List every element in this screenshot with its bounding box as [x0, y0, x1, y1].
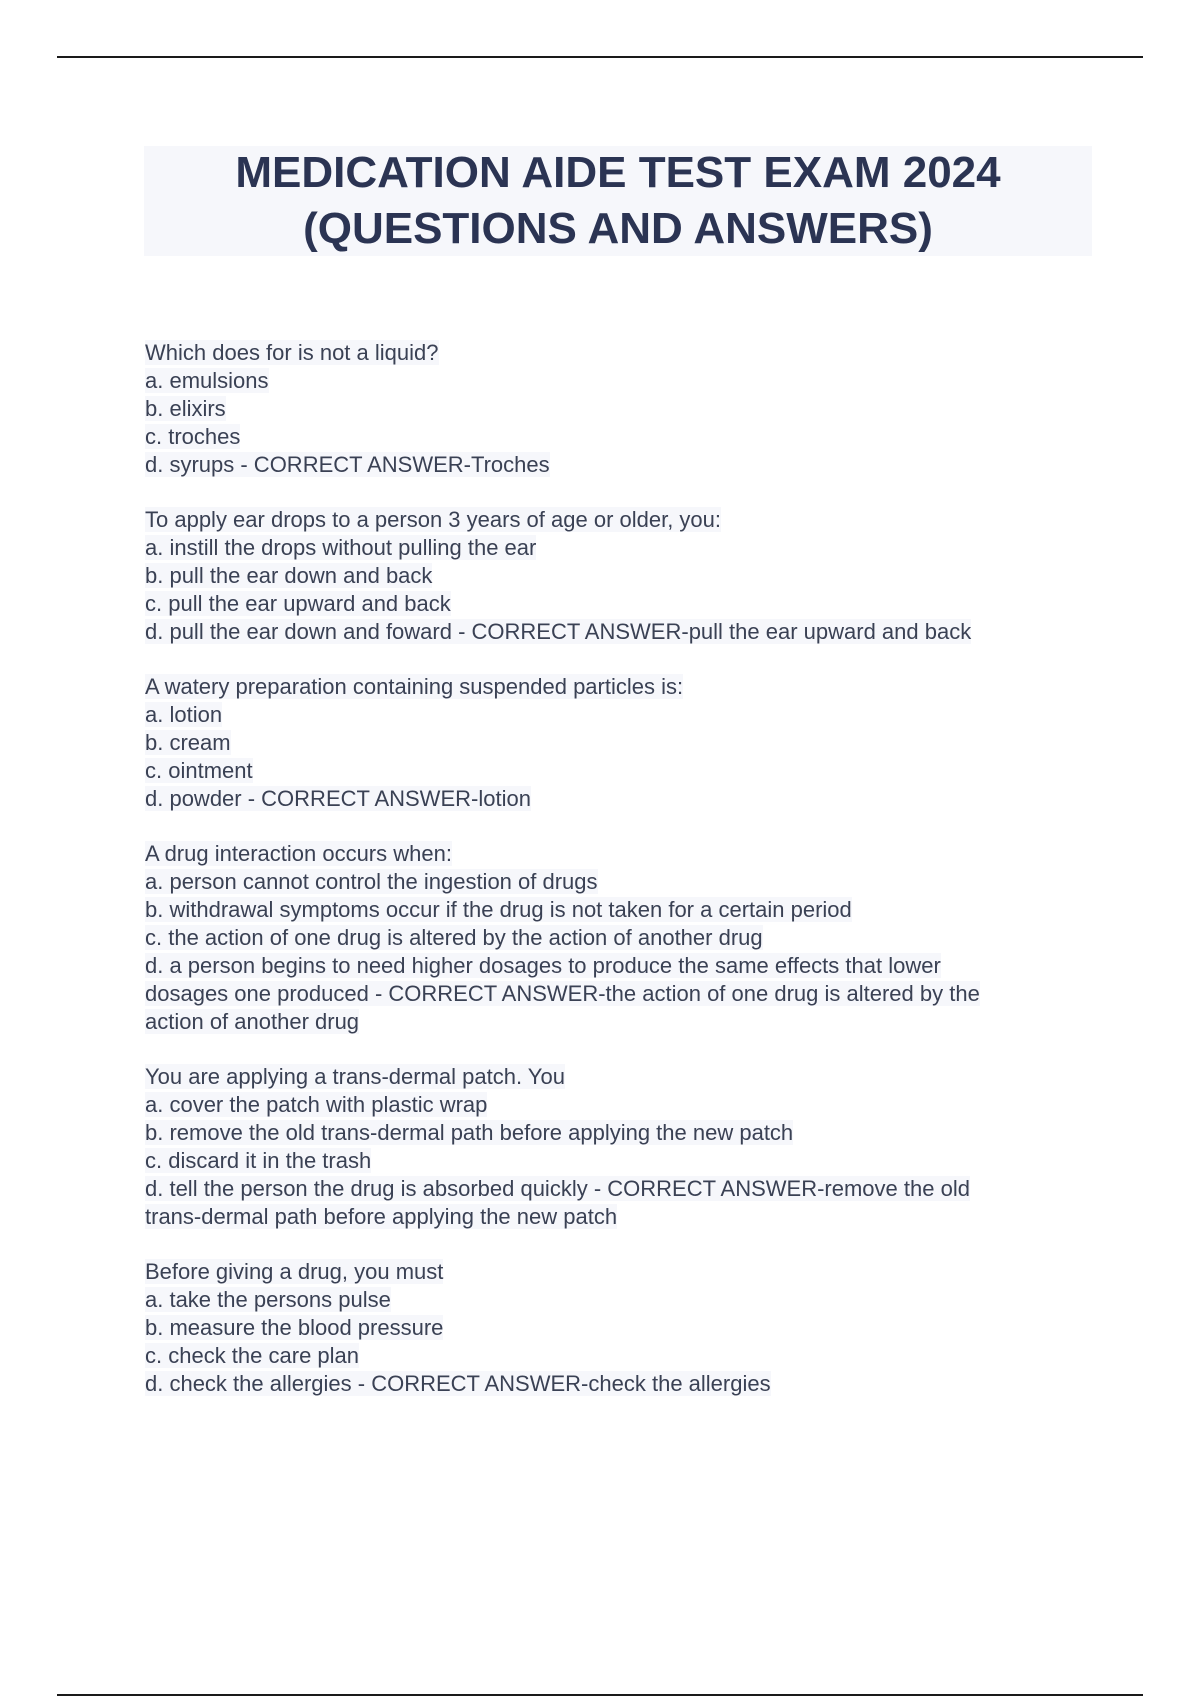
option-c: c. check the care plan: [145, 1343, 360, 1368]
option-a: a. cover the patch with plastic wrap: [145, 1092, 488, 1117]
option-a: a. take the persons pulse: [145, 1287, 391, 1312]
title-line-2: (QUESTIONS AND ANSWERS): [303, 204, 933, 253]
question-text: Which does for is not a liquid?: [145, 340, 439, 365]
question-text: A drug interaction occurs when:: [145, 841, 452, 866]
option-b: b. withdrawal symptoms occur if the drug is not taken for a certain period: [145, 897, 852, 922]
document-title: [144, 146, 1092, 256]
option-b: b. elixirs: [145, 396, 226, 421]
question-2: [145, 506, 1095, 646]
option-b: b. remove the old trans-dermal path before applying the new patch: [145, 1120, 794, 1145]
question-text: To apply ear drops to a person 3 years of age or older, you:: [145, 507, 722, 532]
question-3: [145, 673, 1095, 813]
answer-continuation: dosages one produced - CORRECT ANSWER-the action of one drug is altered by the: [145, 981, 980, 1006]
option-c: c. pull the ear upward and back: [145, 591, 451, 616]
top-rule: [57, 56, 1143, 58]
question-5: [145, 1063, 1095, 1231]
option-b: b. cream: [145, 730, 231, 755]
question-text: A watery preparation containing suspended particles is:: [145, 674, 684, 699]
option-c: c. ointment: [145, 758, 253, 783]
option-d-with-answer: d. syrups - CORRECT ANSWER-Troches: [145, 452, 550, 477]
answer-continuation: action of another drug: [145, 1009, 360, 1034]
answer-continuation: trans-dermal path before applying the new patch: [145, 1204, 618, 1229]
option-a: a. lotion: [145, 702, 223, 727]
question-4: [145, 840, 1095, 1036]
option-b: b. measure the blood pressure: [145, 1315, 444, 1340]
option-d-with-answer: d. a person begins to need higher dosages to produce the same effects that lower: [145, 953, 941, 978]
question-6: [145, 1258, 1095, 1398]
option-d-with-answer: d. check the allergies - CORRECT ANSWER-check the allergies: [145, 1371, 771, 1396]
title-line-1: MEDICATION AIDE TEST EXAM 2024: [235, 148, 1001, 197]
bottom-rule: [57, 1694, 1143, 1696]
option-d-with-answer: d. powder - CORRECT ANSWER-lotion: [145, 786, 531, 811]
option-d-with-answer: d. pull the ear down and foward - CORRECT ANSWER-pull the ear upward and back: [145, 619, 972, 644]
option-a: a. person cannot control the ingestion of drugs: [145, 869, 598, 894]
option-d-with-answer: d. tell the person the drug is absorbed quickly - CORRECT ANSWER-remove the old: [145, 1176, 970, 1201]
option-c: c. discard it in the trash: [145, 1148, 372, 1173]
option-b: b. pull the ear down and back: [145, 563, 433, 588]
option-a: a. emulsions: [145, 368, 269, 393]
question-text: You are applying a trans-dermal patch. You: [145, 1064, 565, 1089]
question-list: [145, 339, 1095, 1425]
option-c: c. the action of one drug is altered by the action of another drug: [145, 925, 763, 950]
option-c: c. troches: [145, 424, 241, 449]
question-1: [145, 339, 1095, 479]
option-a: a. instill the drops without pulling the ear: [145, 535, 537, 560]
question-text: Before giving a drug, you must: [145, 1259, 444, 1284]
